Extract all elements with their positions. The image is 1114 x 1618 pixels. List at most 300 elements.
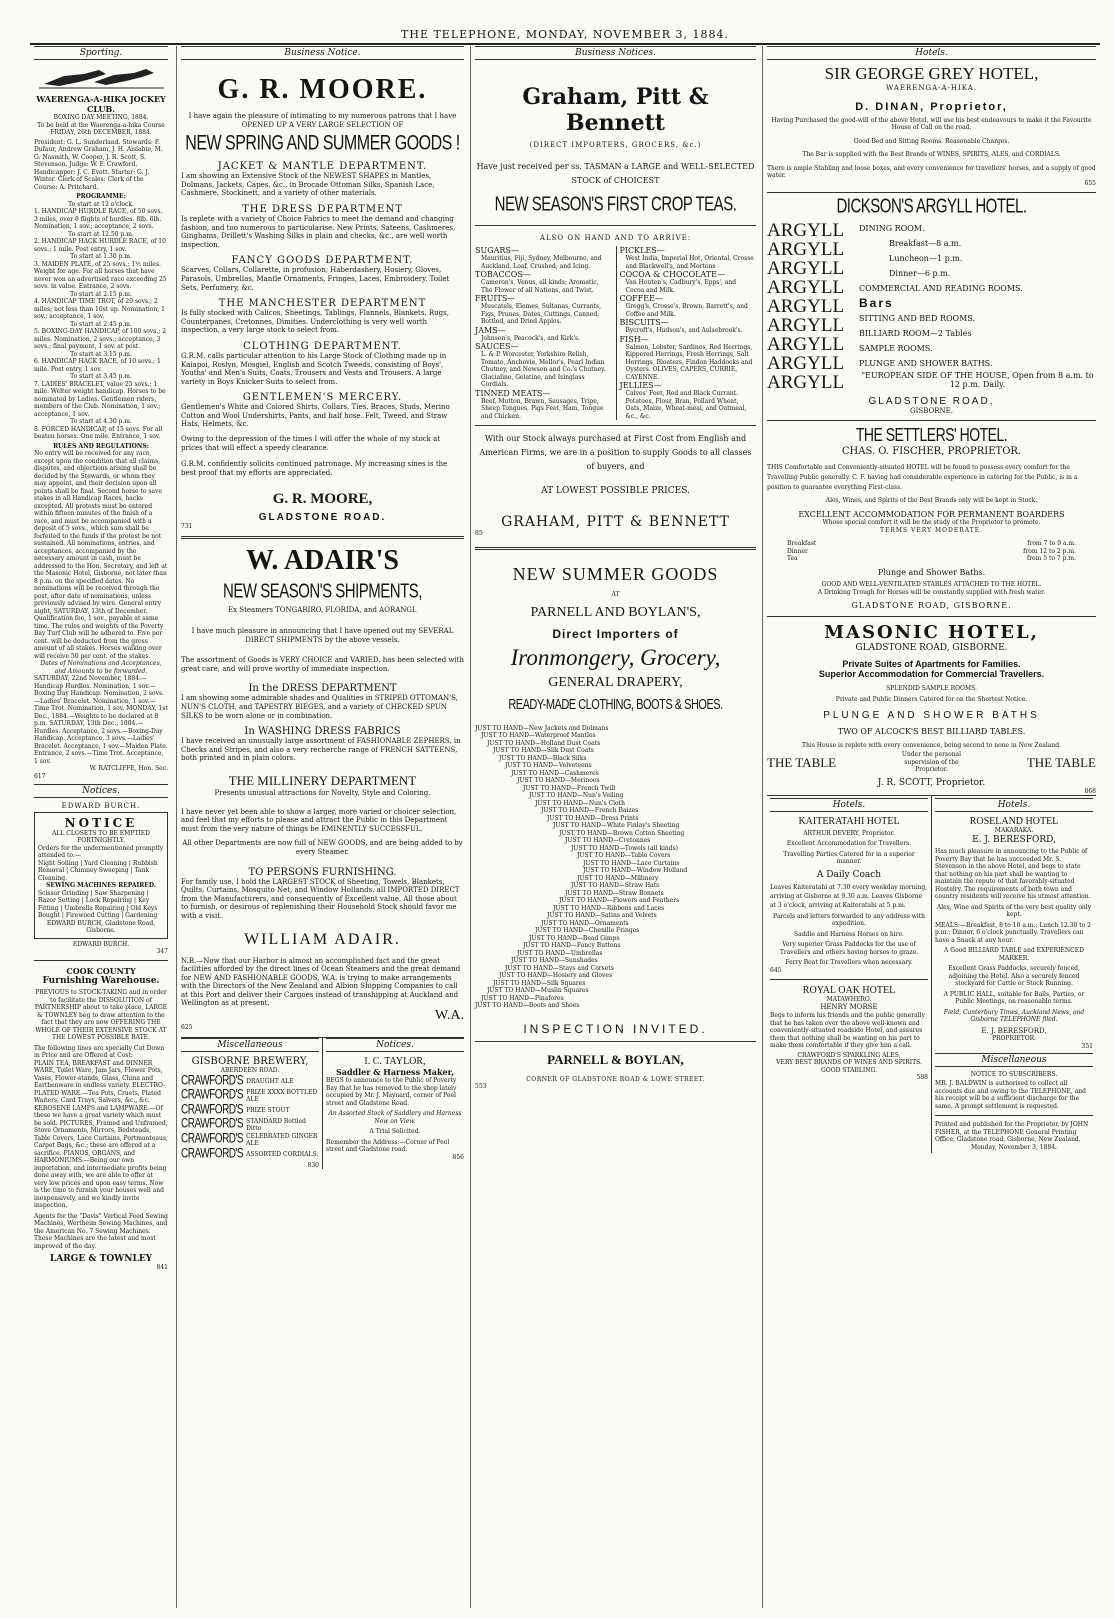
moore-headline: NEW SPRING AND SUMMER GOODS !	[185, 132, 460, 155]
argyll-line: COMMERCIAL AND READING ROOMS.	[859, 283, 1023, 293]
just-to-hand-item: JUST TO HAND—Dress Prints	[547, 814, 639, 822]
adair-headline: NEW SEASON'S SHIPMENTS,	[223, 580, 422, 604]
just-to-hand-item: JUST TO HAND—Stays and Corsets	[505, 964, 614, 972]
just-to-hand-item: JUST TO HAND—Merinoes	[517, 777, 600, 785]
grocery-items: Beef, Mutton, Brawn, Sausages, Tripe, Sheep Tongues, Pigs Feet, Ham, Tongue and Chicken.	[481, 397, 604, 420]
masonic-table-left: THE TABLE	[767, 754, 837, 770]
roseland-meals: MEALS:—Breakfast, 8 to 10 a.m.; Lunch 12.30 to 2 p.m.; Dinner, 6 o'clock punctually. Travellers can have a Snack at any hour.	[935, 921, 1091, 944]
brewery-product: CELEBRATED GINGER ALE	[246, 1132, 318, 1148]
brewery-product: STANDARD Bottled Ditto	[246, 1117, 306, 1133]
race-entry: 6. HANDICAP HACK RACE, of 10 sovs.; 1 mile. Post entry, 1 sov.	[34, 358, 161, 373]
column-business-2	[470, 46, 760, 1608]
burch-name: EDWARD BURCH.	[61, 801, 141, 810]
race-entry: 3. MAIDEN PLATE, of 25 sovs.; 1½ miles. Weight for age. For all horses that have never won an advertised race exceeding 25 sovs. in value. Entrance, 2 sovs.	[34, 260, 167, 290]
argyll-line: DINING ROOM.	[859, 223, 925, 233]
race-list	[34, 201, 168, 441]
section-misc-2: Miscellaneous	[935, 1053, 1093, 1067]
taylor-text: BEGS to announce to the Public of Poverty Bay that he has removed to the shop lately occupied by Mr. J. Maynard, corner of Peel street and Gladstone Road.	[326, 1077, 457, 1107]
settlers-stables: GOOD AND WELL-VENTILATED STABLES ATTACHED TO THE HOTEL.	[821, 581, 1042, 589]
race-entry: To start at 4.30 p.m.	[70, 418, 132, 425]
grocery-list-left	[475, 246, 612, 420]
parnell-drapery: GENERAL DRAPERY,	[548, 674, 683, 690]
grey-hotel-stable: There is ample Stabling and loose boxes, and every convenience for travellers' horses, and a supply of good water.	[767, 164, 1096, 180]
argyll-word: ARGYLL	[767, 219, 845, 241]
kaiteratahi-ad	[767, 796, 931, 1153]
grocery-items: Salmon, Lobster, Sardines, Red Herrings, Kippered Herrings, Fresh Herrings, Salt Herrings, Bloaters, Findon Haddocks and Oysters. OLIVES, CAPERS, CURRIE, CAYENNE.	[625, 343, 753, 381]
kaiteratahi-parties: Travelling Parties Catered for in a superior manner.	[783, 850, 915, 866]
just-to-hand-list	[475, 725, 756, 1010]
roseland-sign: E. J. BERESFORD,	[981, 1026, 1047, 1035]
grocery-items: West India, Imperial Hot, Oriental, Crosse and Blackwell's, and Mortons	[625, 255, 754, 270]
section-misc: Miscellaneous	[181, 1038, 319, 1052]
grocery-heading: PICKLES—	[619, 246, 665, 256]
ad-number: 351	[1081, 1042, 1093, 1050]
just-to-hand-item: JUST TO HAND—French Baizes	[541, 807, 639, 815]
just-to-hand-item: JUST TO HAND—Cashmeres	[511, 769, 599, 777]
just-to-hand-item: JUST TO HAND—Millinery	[577, 874, 659, 882]
grocery-items: Muscatels, Elemes, Sultanas, Currants, Figs, Prunes, Dates, Cuttings, Canned, Bottled, and Dried Apples.	[481, 303, 602, 326]
brewery-brand: CRAWFORD'S	[181, 1073, 244, 1089]
argyll-line: "EUROPEAN SIDE OF THE HOUSE, Open from 8 a.m. to 12 p.m. Daily.	[861, 370, 1094, 389]
masonic-table-row	[767, 751, 1096, 774]
grey-hotel-text: Having Purchased the good-will of the above Hotel, will use his best endeavours to make it the Favourite House of Call on the road.	[771, 116, 1092, 132]
roseland-place: MAKARAKA.	[994, 826, 1034, 834]
adair-millinery: Presents unusual attractions for Novelty, Style and Coloring.	[214, 788, 431, 797]
grocery-heading: BISCUITS—	[619, 318, 669, 328]
brewery-product: PRIZE STOUT	[246, 1106, 290, 1114]
grocery-items: Gregg's, Crosse's, Brown, Barrett's, and Coffee and Milk.	[625, 303, 748, 318]
moore-address: GLADSTONE ROAD.	[258, 512, 387, 524]
ad-number: 625	[181, 1024, 193, 1032]
race-entry: To start at 3.15 p.m.	[70, 350, 132, 358]
grocery-items: Van Houten's, Cadbury's, Epps', and Cocoa and Milk.	[625, 279, 737, 294]
graham-stock: With our Stock always purchased at First Cost from English and American Firms, we are in a position to supply Goods to all classes of buyers, and	[479, 434, 752, 472]
adair-p1: I have much pleasure in announcing that I have opened out my SEVERAL DIRECT SHIPMENTS by the above vessels.	[191, 627, 454, 644]
department-title: CLOTHING DEPARTMENT.	[243, 340, 402, 352]
grocery-list	[475, 246, 756, 420]
royal-oak-stabling: GOOD STABLING.	[821, 1066, 877, 1074]
race-entry: 8. FORCED HANDICAP, of 15 sovs. For all beaten horses. One mile. Entrance, 1 sov.	[34, 425, 163, 440]
roseland-name: ROSELAND HOTEL	[969, 815, 1059, 827]
adair-furnishing: For family use, I hold the LARGEST STOCK of Sheeting, Towels, Blankets, Quilts, Curtains, Mosquito Net, and Window Hollands, all IMPORTED DIRECT from the Manufacturers, and consequently of Excellent value. All those about to furnish, or desirous of replenishing their Household Stock should favor me with a visit.	[181, 877, 460, 920]
graham-also: ALSO ON HAND AND TO ARRIVE:	[539, 233, 692, 242]
grocery-heading: COFFEE—	[619, 294, 663, 304]
just-to-hand-item: JUST TO HAND—New Jackets and Dolmans	[475, 724, 609, 732]
argyll-town: GISBORNE.	[910, 406, 953, 415]
hotels-split	[767, 795, 1096, 1153]
section-notices-2: Notices.	[326, 1038, 464, 1052]
section-hotels: Hotels.	[767, 46, 1096, 60]
racehorse-icon	[34, 64, 168, 90]
moore-thanks: G.R.M. confidently solicits continued patronage. My increasing sines is the best proof that my efforts are appreciated.	[181, 460, 448, 477]
services-list-2: Scissor Grinding | Saw Sharpening | Razor Setting | Lock Repairing | Key Fitting | Umbrella Repairing | Old Keys Bought | Firewood Cutting | Gardening	[38, 889, 158, 919]
argyll-line: Dinner—6 p.m.	[889, 268, 951, 278]
graham-lowest: AT LOWEST POSSIBLE PRICES.	[541, 486, 690, 497]
taylor-trade: Saddler & Harness Maker,	[335, 1067, 455, 1078]
just-to-hand-item: JUST TO HAND—Holland Dust Coats	[487, 739, 601, 747]
grey-hotel-name: SIR GEORGE GREY HOTEL,	[824, 64, 1039, 83]
brewery-ad	[181, 1038, 322, 1169]
argyll-line: Luncheon—1 p.m.	[889, 253, 963, 263]
section-business: Business Notice.	[181, 46, 464, 60]
just-to-hand-item: JUST TO HAND—Silk Dust Coats	[493, 747, 594, 755]
kaiteratahi-acc: Excellent Accommodation for Travellers.	[786, 840, 912, 848]
taylor-assort: An Assorted Stock of Saddlery and Harness Now on View.	[328, 1110, 462, 1125]
department-text: G.R.M. calls particular attention to his Large Stock of Clothing made up in Kaiapoi, Roslyn, Mosgiel, English and Scotch Tweeds, consisting of Boys', Youths' and Men's Suits, Coats, Trousers and Vests and Trousers. A large variety in Boys Knicker Suits to select from.	[181, 351, 447, 386]
just-to-hand-item: JUST TO HAND—Towels (all kinds)	[571, 844, 679, 852]
royal-oak-name: ROYAL OAK HOTEL	[802, 984, 896, 996]
subscribers-title: NOTICE TO SUBSCRIBERS.	[970, 1070, 1058, 1078]
cook-intro: PREVIOUS to STOCK-TAKING and in order to facilitate the DISSOLUTION of PARTNERSHIP about to take place, LARGE & TOWNLEY beg to draw attention to the fact that they are now OFFERING THE WHOLE OF THEIR EXTENSIVE STOCK AT THE LOWEST POSSIBLE RATE.	[34, 989, 168, 1041]
parnell-at: AT	[611, 591, 620, 599]
burch-notice-box	[34, 812, 168, 939]
argyll-word: ARGYLL	[767, 352, 845, 374]
argyll-line: Breakfast—8 a.m.	[889, 238, 962, 248]
grocery-list-right	[616, 246, 757, 420]
section-notices: Notices.	[34, 784, 168, 798]
argyll-line: Bars	[859, 295, 894, 310]
department-text: I am showing an Extensive Stock of the NEWEST SHAPES in Mantles, Dolmans, Jackets, Capes, &c., in Brocade Ottoman Silks, Spanish Lace, Cashmere, Stockinett, and a variety of other materials.	[181, 172, 435, 198]
department-title: THE MANCHESTER DEPARTMENT	[218, 298, 427, 310]
argyll-block	[767, 221, 1096, 392]
ad-number: 731	[181, 523, 193, 531]
just-to-hand-item: JUST TO HAND—Muslin Squares	[487, 987, 589, 995]
kaiteratahi-saddle: Saddle and Harness Horses on hire.	[794, 930, 904, 938]
argyll-line: SITTING AND BED ROOMS.	[859, 313, 976, 323]
cook-lines-intro: The following lines are specially Cut Down in Price and are Offered at Cost:	[34, 1044, 165, 1059]
cook-county-sub: Furnishing Warehouse.	[42, 976, 160, 986]
masonic-sample: SPLENDID SAMPLE ROOMS.	[886, 684, 977, 692]
masonic-dinners: Private and Public Dinners Catered for on the Shortest Notice.	[835, 696, 1028, 704]
argyll-line: SAMPLE ROOMS.	[859, 343, 933, 353]
department-text: Gentlemen's White and Colored Shirts, Collars, Ties, Braces, Studs, Merino Cotton and Wool Undershirts, Pants, and half hose. Felt, Tweed, and Straw Hats, Helmets, &c.	[181, 403, 450, 429]
grocery-items: Mauritius, Fiji, Sydney, Melbourne, and Auckland. Loaf, Crushed, and Icing.	[481, 255, 602, 270]
brewery-items	[181, 1075, 319, 1162]
column-sporting	[30, 46, 172, 1608]
just-to-hand-item: JUST TO HAND—White Finlay's Sheeting	[553, 822, 680, 830]
just-to-hand-item: JUST TO HAND—Ribbons and Laces	[553, 904, 665, 912]
race-entry: To start at 2.45 p.m.	[70, 320, 132, 328]
masonic-replete: This House is replete with every convenience, being second to none in New Zealand.	[802, 741, 1061, 749]
brewery-product: ASSORTED CORDIALS.	[246, 1150, 319, 1158]
settlers-road: GLADSTONE ROAD, GISBORNE.	[851, 601, 1012, 611]
meal-name: Dinner	[787, 547, 808, 555]
adair-p2: The assortment of Goods is VERY CHOICE and VARIED, has been selected with great care, and will prove worthy of immediate inspection.	[181, 656, 464, 673]
race-entry: 4. HANDICAP TIME TROT, of 20 sovs.; 2 miles; not less than 10st up. Nomination, 1 sov.; acceptance, 1 sov.	[34, 298, 165, 320]
graham-headline: NEW SEASON'S FIRST CROP TEAS.	[494, 192, 737, 216]
race-entry: To start at 3.45 p.m.	[70, 373, 132, 380]
settlers-ales: Ales, Wines, and Spirits of the Best Brands only will be kept in Stock.	[825, 497, 1038, 505]
argyll-road: GLADSTONE ROAD,	[868, 395, 995, 407]
race-entry: 2. HANDICAP HACK HURDLE RACE, of 10 sovs.; 1 mile. Post entry, 1 sov.	[34, 238, 166, 253]
sewing-text: SEWING MACHINES REPAIRED.	[46, 882, 156, 889]
argyll-word: ARGYLL	[767, 276, 845, 298]
masonic-superior: Superior Accommodation for Commercial Travellers.	[818, 668, 1045, 679]
adair-note: I have never yet been able to show a larger, more varied or choicer selection, and feel that my efforts to please and attract the Public in this Department must from the very nature of things be EMINENTLY SUCCESSFUL.	[181, 807, 457, 833]
grocery-heading: JELLIES—	[619, 381, 662, 391]
meal-row	[787, 548, 1076, 556]
graham-intro: Have just received per ss. TASMAN a LARGE and WELL-SELECTED STOCK of CHOICEST	[476, 161, 755, 185]
just-to-hand-item: JUST TO HAND—Straw Hats	[571, 882, 660, 890]
ad-number: 553	[475, 1083, 487, 1091]
kaiteratahi-leaves: Leaves Kaiteratahi at 7.30 every weekday morning, arriving at Gisborne at 9.30 a.m. Leaves Gisborne at 3 o'clock, arriving at Kaiteratahi at 5 p.m.	[770, 883, 928, 909]
section-sporting: Sporting.	[34, 46, 168, 60]
issue-date: Monday, November 3, 1884.	[971, 1143, 1057, 1151]
club-officers: President: G. L. Sunderland. Stewards: F. Dufaur, Andrew Graham, J. H. Aislabie, M. G. Nasmith, W. Cooper, J. R. Scott, S. Stevenson. Judge: W. F. Crawford. Handicapper: J. C. Evett. Starter: G. J. Winter. Clerk of Scales: Clerk of the Course: A. Pritchard.	[34, 138, 163, 191]
argyll-lines	[859, 221, 1096, 392]
misc-row	[181, 1037, 464, 1169]
settlers-plunge: Plunge and Shower Baths.	[877, 567, 986, 577]
argyll-line: BILLIARD ROOM—2 Tables	[859, 328, 972, 338]
taylor-name: I. C. TAYLOR,	[364, 1056, 426, 1068]
just-to-hand-item: JUST TO HAND—Silk Squares	[493, 979, 586, 987]
department-title: GENTLEMEN'S MERCERY.	[242, 392, 403, 404]
just-to-hand-item: JUST TO HAND—Hosiery and Gloves	[499, 972, 613, 980]
adair-dress-title: In the DRESS DEPARTMENT	[248, 683, 397, 695]
orders-text: Orders for the undermentioned promptly attended to:—	[38, 844, 164, 859]
kaiteratahi-parcels: Parcels and letters forwarded to any address with expedition.	[772, 912, 926, 928]
parnell-ready: READY-MADE CLOTHING, BOOTS & SHOES.	[508, 696, 723, 713]
settlers-proprietor: CHAS. O. FISCHER, PROPRIETOR.	[841, 446, 1022, 458]
grocery-heading: TOBACCOS—	[475, 270, 531, 280]
argyll-words	[767, 221, 859, 392]
masthead: THE TELEPHONE, MONDAY, NOVEMBER 3, 1884.	[30, 28, 1100, 45]
just-to-hand-item: JUST TO HAND—Velveteens	[505, 762, 592, 770]
masonic-address: GLADSTONE ROAD, GISBORNE.	[855, 642, 1008, 653]
argyll-word: ARGYLL	[767, 371, 845, 393]
dates-heading: Dates of Nominations and Acceptances, and Amounts to be forwarded.	[40, 660, 162, 675]
grocery-heading: JAMS—	[475, 325, 506, 335]
grocery-heading: FISH—	[619, 334, 649, 344]
moore-departments	[181, 161, 464, 429]
meal-row	[787, 555, 1076, 563]
printed-by: Printed and published for the Proprietor, by JOHN FISHER, at the TELEPHONE General Printing Office, Gladstone road, Gisborne, New Zealand.	[935, 1121, 1089, 1144]
parnell-invite: INSPECTION INVITED.	[523, 1021, 708, 1036]
grocery-heading: SUGARS—	[475, 246, 519, 256]
cook-agents: Agents for the "Davis" Vertical Feed Sewing Machines, Wertheim Sewing Machines, and the American No. 7 Sewing Machines. These Machines are the latest and most improved of the day.	[34, 1212, 168, 1250]
parnell-address: CORNER OF GLADSTONE ROAD & LOWE STREET.	[526, 1075, 705, 1083]
dates-text: SATURDAY, 22nd November, 1884.—Handicap Hurdles. Nomination, 1 sov.—Boxing Day Handicap. Nomination, 2 sovs.—Ladies' Bracelet. Nomination, 1 sov.—Time Trot. Nomination, 1 sov. MONDAY, 1st Dec., 1884.—Weights to be declared at 8 p.m. SATURDAY, 13th Dec., 1884.—Hurdles. Acceptance, 2 sovs.—Boxing-Day Handicap. Acceptance, 3 sovs.—Ladies' Bracelet. Acceptance, 1 sov.—Maiden Plate. Entrance, 2 sovs.—Time Trot. Acceptance, 1 sov.	[34, 675, 168, 765]
graham-direct: (DIRECT IMPORTERS, GROCERS, &c.)	[529, 141, 702, 149]
roseland-billiard: A Good BILLIARD TABLE and EXPERIENCED MARKER.	[944, 947, 1084, 962]
burch-footer: EDWARD BURCH.	[72, 940, 130, 948]
just-to-hand-item: JUST TO HAND—Lace Curtains	[583, 859, 680, 867]
rules-heading: RULES AND REGULATIONS:	[53, 442, 149, 450]
just-to-hand-item: JUST TO HAND—Brown Cotton Sheeting	[559, 829, 685, 837]
brewery-brand: CRAWFORD'S	[181, 1131, 244, 1147]
just-to-hand-item: JUST TO HAND—Nun's Cloth	[535, 799, 625, 807]
roseland-text: Has much pleasure in announcing to the Public of Poverty Bay that he has succeeded Mr. S. Stevenson in the above Hotel, and begs to state that nothing on his part shall be wanting to maintain the repute of that favorably-situated Hostelry. The requirements of both town and country residents will receive his utmost attention.	[935, 848, 1091, 901]
department-text: Is fully stocked with Calicos, Sheetings, Tablings, Flannels, Blankets, Rugs, Counterpanes, Cretonnes, Dimities. Underclothing is very well worth inspection, a very large stock to select from.	[181, 309, 449, 335]
just-to-hand-item: JUST TO HAND—Bead Gimps	[529, 934, 620, 942]
race-entry: To start at 12 o'clock.	[68, 200, 134, 208]
brewery-brand: CRAWFORD'S	[181, 1087, 244, 1103]
roseland-ales: Ales, Wine and Spirits of the very best quality only kept.	[936, 903, 1092, 919]
meal-time: from 5 to 7 p.m.	[1026, 555, 1076, 563]
royal-oak-place: MATAWHERO.	[826, 995, 872, 1003]
just-to-hand-item: JUST TO HAND—Flowers and Feathers	[559, 897, 680, 905]
adair-furnishing-title: TO PERSONS FURNISHING.	[248, 866, 397, 878]
grocery-items: Calves' Feet, Red and Black Currant. Potatoes, Flour, Bran, Pollard Wheat, Oats, Maize, Wheat-meal, and Oatmeal, &c., &c.	[625, 390, 747, 420]
department-text: Is replete with a variety of Choice Fabrics to meet the demand and changing fashion, and too numerous to particularise. New Prints, Sateens, Cashmeres, Ginghams, Drillett's Washing Silks in plain and checks, &c., are well worth inspection.	[181, 214, 456, 249]
section-business-2: Business Notices.	[475, 46, 756, 60]
masonic-name: MASONIC HOTEL,	[824, 621, 1039, 643]
race-entry: 5. BOXING-DAY HANDICAP, of 100 sovs.; 2 miles. Nomination, 2 sovs.; acceptance, 3 sovs.; final payment, 1 sov. at post.	[34, 328, 167, 350]
settlers-text: THIS Comfortable and Conveniently-situated HOTEL will be found to possess every comfort for the Travelling Public generally. C. F. having had considerable experience in catering for the Public, is in a position to guarantee everything First-class.	[767, 464, 1078, 492]
argyll-word: ARGYLL	[767, 295, 845, 317]
parnell-headline: NEW SUMMER GOODS	[512, 564, 719, 585]
ad-number: 85	[475, 530, 483, 538]
argyll-word: ARGYLL	[767, 314, 845, 336]
adair-millinery-title: THE MILLINERY DEPARTMENT	[228, 772, 417, 788]
just-to-hand-item: JUST TO HAND—Table Covers	[577, 852, 671, 860]
roseland-hall: A PUBLIC HALL, suitable for Balls, Parties, or Public Meetings, on reasonable terms.	[943, 990, 1085, 1006]
roseland-paddocks: Excellent Grass Paddocks, securely fenced, adjoining the Hotel. Also a securely fenced stockyard for Cattle or Stock Running.	[948, 965, 1080, 988]
ad-number: 868	[1084, 787, 1096, 795]
grocery-heading: COCOA & CHOCOLATE—	[619, 270, 726, 280]
argyll-name: DICKSON'S ARGYLL HOTEL.	[836, 194, 1027, 218]
race-entry: 1. HANDICAP HURDLE RACE, of 50 sovs. 3 miles, over 8 flights of hurdles. 8lb. 6lb. Nomination, 1 sov.; acceptance, 2 sovs.	[34, 208, 163, 230]
brewery-name: GISBORNE BREWERY,	[191, 1056, 309, 1068]
adair-wash: I have received an unusually large assortment of FASHIONABLE ZEPHERS, in Checks and Stripes, and also a very recherche range of FRENCH SATTEENS, both printed and in plain colors.	[181, 737, 461, 763]
adair-sign: WILLIAM ADAIR.	[244, 930, 401, 948]
graham-name: Graham, Pitt & Bennett	[522, 84, 709, 136]
grocery-items: L. & P. Worcester, Yorkshire Relish, Tomato, Anchovie, Mellor's, Pearl Indian Chutney, and Newson and Co.'s Chutney. Glacialine, Gelatine, and Isinglass Cordials.	[481, 351, 606, 389]
argyll-word: ARGYLL	[767, 257, 845, 279]
brewery-brand: CRAWFORD'S	[181, 1146, 244, 1162]
just-to-hand-item: JUST TO HAND—Waterproof Mantles	[481, 732, 596, 740]
masonic-private: Private Suites of Apartments for Families.	[842, 658, 1021, 669]
adair-initials: W.A.	[434, 1008, 464, 1024]
just-to-hand-item: JUST TO HAND—Pinafores	[481, 994, 564, 1002]
graham-sign: GRAHAM, PITT & BENNETT	[501, 514, 730, 531]
just-to-hand-item: JUST TO HAND—Satins and Velvets	[547, 912, 657, 920]
ad-number: 588	[916, 1074, 928, 1082]
argyll-word: ARGYLL	[767, 238, 845, 260]
just-to-hand-item: JUST TO HAND—Fancy Buttons	[523, 942, 621, 950]
section-hotels-2: Hotels.	[770, 798, 928, 812]
settlers-trough: A Drinking Trough for Horses will be constantly supplied with fresh water.	[817, 588, 1046, 596]
cook-sign: LARGE & TOWNLEY	[49, 1254, 153, 1264]
masonic-under: Under the personal supervision of the Proprietor.	[901, 751, 962, 774]
brewery-product: DRAUGHT ALE	[246, 1077, 294, 1085]
meal-time: from 12 to 2 p.m.	[1023, 547, 1076, 555]
masonic-tables: TWO OF ALCOCK'S BEST BILLIARD TABLES.	[837, 726, 1026, 736]
settlers-excellent: EXCELLENT ACCOMMODATION FOR PERMANENT BOARDERS	[798, 509, 1065, 519]
subscribers-text: MR. J. BALDWIN is authorised to collect all accounts due and owing to the TELEPHONE, and his receipt will be a sufficient discharge for the same. A prompt settlement is requested.	[935, 1080, 1086, 1110]
department-title: FANCY GOODS DEPARTMENT.	[231, 255, 414, 267]
column-hotels	[762, 46, 1100, 1608]
race-entry: 7. LADIES' BRACELET, value 25 sovs.; 1 mile. Welter weight handicap. Horses to be nominated by Ladies. Gentlemen riders, members of the Club. Nomination, 1 sov.; acceptance, 1 sov.	[34, 380, 166, 418]
meal-name: Breakfast	[787, 540, 817, 548]
kaiteratahi-name: KAITERATAHI HOTEL	[798, 815, 900, 827]
race-entry: To start at 2.15 p.m.	[70, 290, 132, 298]
services-list: Night Soiling | Yard Cleaning | Rubbish Removal | Chimney Sweeping | Tank Cleaning.	[38, 859, 158, 882]
settlers-terms: TERMS VERY MODERATE.	[879, 526, 984, 534]
parnell-name: PARNELL AND BOYLAN'S,	[530, 604, 701, 620]
argyll-line: PLUNGE AND SHOWER BATHS.	[859, 358, 993, 368]
just-to-hand-item: JUST TO HAND—Chenille Fringes	[535, 927, 640, 935]
settlers-whose: Whose special comfort it will be the study of the Proprietor to promote.	[822, 519, 1041, 527]
royal-oak-proprietor: HENRY MORSE	[820, 1003, 878, 1012]
burch-address: EDWARD BURCH, Gladstone Road, Gisborne.	[46, 919, 156, 934]
race-entry: To start at 12.50 p.m.	[68, 230, 134, 238]
just-to-hand-item: JUST TO HAND—Black Silks	[499, 754, 587, 762]
roseland-role: PROPRIETOR.	[991, 1035, 1037, 1043]
jockey-club-title: WAERENGA-A-HIKA JOCKEY CLUB.	[36, 94, 166, 114]
ad-number: 856	[452, 1153, 464, 1161]
ad-number: 347	[156, 948, 168, 955]
adair-other: All other Departments are now full of NEW GOODS, and are being added to by every Steamer.	[182, 839, 463, 856]
just-to-hand-item: JUST TO HAND—Ornaments	[541, 919, 629, 927]
meeting-title: BOXING DAY MEETING, 1884.	[53, 114, 149, 121]
moore-note: Owing to the depression of the times I will offer the whole of my stock at prices that will effect a speedy clearance.	[181, 435, 441, 452]
cook-county-title: COOK COUNTY	[66, 966, 136, 976]
parnell-sign: PARNELL & BOYLAN,	[547, 1051, 684, 1067]
department-text: Scarves, Collars, Collarette, in profusion; Haberdashery, Hosiery, Gloves, Parasols, Umbrellas, Mantle Ornaments, Fringes, Laces, Embroidery, Toilet Sets, Perfumery, &c.	[181, 266, 450, 292]
kaiteratahi-coach: A Daily Coach	[816, 869, 882, 880]
rules-text: No entry will be received for any race, except upon the condition that all claims, disputes, and objections arising shall be decided by the Stewards, or whom they may appoint, and their decision upon all points shall be final. Second horse to save stakes in all Handicap Races, hacks excepted. All protests must be entered within fifteen minutes of the finish of a race, and must be accompanied with a deposit of 5 sovs., which sum shall be forfeited to the funds if the protest be not sustained. All nominations, entries, and acceptances, accompanied by the necessary amount in cash, must be addressed to the Hon. Secretary, and left at the Masonic Hotel, Gisborne, not later than 8 p.m. on the specified dates. No nominations will be received through the post, after date of nominations, unless previously advised by wire. General entry night, SATURDAY, 13th of December. Qualification fee, 1 sov., payable at same time. The rules and weights of the Poverty Bay Turf Club will be adhered to. Five per cent. will be deducted from the gross amount of all stakes. Horses walking over will receive 50 per cent. of the stakes.	[34, 450, 168, 660]
brewery-brand: CRAWFORD'S	[181, 1116, 244, 1132]
settlers-name: THE SETTLERS' HOTEL.	[855, 423, 1008, 445]
just-to-hand-item: JUST TO HAND—Window Holland	[583, 867, 688, 875]
grocery-items: Cameron's, Venus, all kinds; Aromatic, The Flower of all Nations, and Twist.	[481, 279, 599, 294]
taylor-ad	[322, 1038, 464, 1169]
roseland-proprietor: E. J. BERESFORD,	[972, 835, 1056, 846]
parnell-direct: Direct Importers of	[552, 626, 679, 641]
notice-heading: NOTICE	[64, 815, 138, 830]
grocery-heading: TINNED MEATS—	[475, 388, 551, 398]
brewery-address: ABERDEEN ROAD.	[220, 1067, 280, 1075]
royal-oak-ales: CRAWFORD'S SPARKLING ALES,	[797, 1051, 901, 1059]
grocery-heading: SAUCES—	[475, 342, 519, 352]
grey-hotel-place: WAERENGA-A-HIKA.	[885, 84, 978, 92]
argyll-word: ARGYLL	[767, 333, 845, 355]
just-to-hand-item: JUST TO HAND—French Twill	[523, 784, 616, 792]
taylor-trial: A Trial Solicited.	[369, 1128, 421, 1136]
settlers-meals	[787, 540, 1076, 563]
parnell-ironmongery: Ironmongery, Grocery,	[510, 644, 721, 670]
closets-text: ALL CLOSETS TO BE EMPTIED FORTNIGHTLY.	[52, 829, 150, 844]
department-title: THE DRESS DEPARTMENT	[242, 203, 403, 215]
just-to-hand-item: JUST TO HAND—Cretonnes	[565, 837, 651, 845]
roseland-ad	[931, 796, 1096, 1153]
kaiteratahi-paddocks: Very superior Grass Paddocks for the use of Travellers and others having horses to graze.	[779, 941, 919, 956]
ad-number: 841	[156, 1264, 168, 1271]
roseland-papers: Field, Canterbury Times, Auckland News, and Gisborne TELEPHONE filed.	[943, 1008, 1085, 1024]
brewery-item	[181, 1148, 319, 1162]
moore-intro: I have again the pleasure of intimating to my numerous patrons that I have OPENED UP A VERY LARGE SELECTION OF	[188, 112, 457, 129]
grocery-items: Bycroft's, Hudson's, and Aulsebrook's.	[625, 327, 743, 335]
section-hotels-3: Hotels.	[935, 798, 1093, 812]
department-title: JACKET & MANTLE DEPARTMENT.	[217, 161, 428, 173]
just-to-hand-item: JUST TO HAND—Sunshades	[511, 957, 598, 965]
adair-wash-title: In WASHING DRESS FABRICS	[244, 726, 401, 738]
kaiteratahi-ferry: Ferry Boat for Travellers when necessary.	[785, 959, 913, 967]
just-to-hand-item: JUST TO HAND—Nun's Veiling	[529, 792, 624, 800]
ad-number: 617	[34, 772, 46, 780]
column-business	[176, 46, 468, 1608]
masonic-table-right: THE TABLE	[1026, 754, 1096, 770]
cook-lines: PLAIN TEA, BREAKFAST and DINNER WARE, Toilet Ware, Jam Jars, Flower Pots, Vases, Flower-stands, Glass, China and Earthenware in endless variety. ELECTRO-PLATED WARE.—Tea Pots, Cruets, Plated Waiters, Card Trays, Salvers, &c., &c. KEROSENE LAMPS and LAMPWARE.—Of these we have a great variety which must be sold. PICTURES, Framed and Unframed, Stove Ornaments, Mirrors, Bedsteads, Table Covers, Lace Curtains, Portmanteaus, Carpet Bags, &c.; these are offered at a sacrifice. PIANOS, ORGANS, and HARMONIUMS.—Being our own importation, and intermediate profits being done away with, we are able to offer at very low prices and upon easy terms. Now is the time to furnish your houses well and inexpensively, and we kindly invite inspection.	[34, 1059, 168, 1209]
ad-number: 645	[770, 966, 782, 974]
adair-nb: N.B.—Now that our Harbor is almost an accomplished fact and the great facilities afforded by the direct lines of Ocean Steamers and the great demand for NEW AND FASHIONABLE GOODS, W.A. is trying to make arrangements with the Directors of the New Zealand and Albion Shipping Companies to call at this Port and deliver their Cargoes instead of transhipping at Auckland and Wellington as at present.	[181, 956, 461, 1008]
secretary: W. RATCLIFFE, Hon. Sec.	[89, 765, 168, 772]
adair-ships: Ex Steamers TONGARIRO, FLORIDA, and AORANGI.	[227, 606, 418, 615]
programme-heading: PROGRAMME:	[76, 193, 126, 200]
adair-name: W. ADAIR'S	[245, 545, 399, 577]
meal-time: from 7 to 9 a.m.	[1027, 540, 1076, 548]
